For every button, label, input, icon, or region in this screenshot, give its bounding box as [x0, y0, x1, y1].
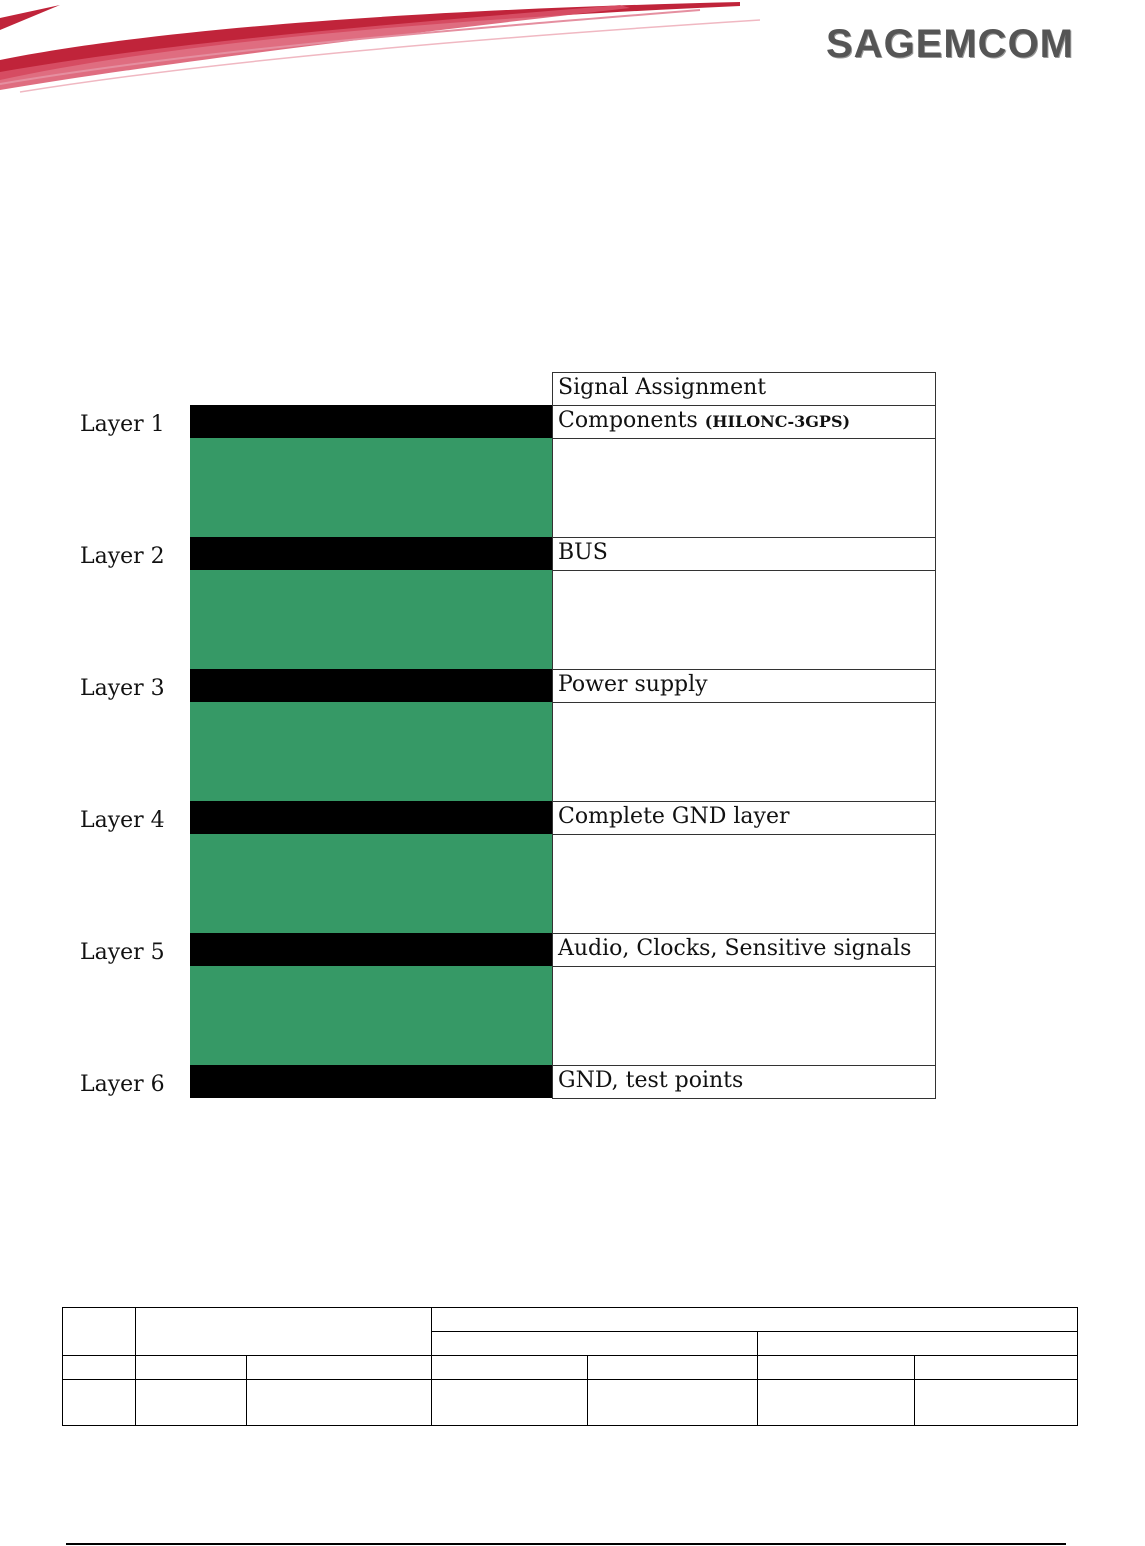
copper-layer	[190, 1065, 552, 1098]
header-swoosh-graphic	[0, 0, 760, 100]
table-cell	[758, 1332, 1078, 1356]
table-cell	[136, 1380, 247, 1426]
signal-cell	[552, 537, 936, 571]
signal-text: BUS	[558, 540, 608, 565]
signal-text: Audio, Clocks, Sensitive signals	[558, 936, 912, 961]
table-cell	[247, 1356, 432, 1380]
dielectric-core	[190, 966, 552, 1065]
table-cell	[247, 1380, 432, 1426]
signal-text: Components	[558, 408, 698, 433]
signal-cell-empty	[552, 702, 936, 802]
dielectric-core	[190, 702, 552, 801]
layer-label: Layer 3	[80, 676, 165, 701]
copper-layer	[190, 801, 552, 834]
layer-label: Layer 2	[80, 544, 165, 569]
signal-cell	[552, 405, 936, 439]
signal-cell	[552, 801, 936, 835]
signal-cell-empty	[552, 438, 936, 538]
signal-note: (HILONC-3GPS)	[704, 412, 851, 431]
table-cell	[432, 1380, 588, 1426]
footer-rule	[66, 1543, 1066, 1545]
table-cell	[915, 1356, 1078, 1380]
table-cell	[63, 1380, 136, 1426]
signal-cell-empty	[552, 834, 936, 934]
dielectric-core	[190, 438, 552, 537]
signal-text: Power supply	[558, 672, 708, 697]
signal-text: Complete GND layer	[558, 804, 790, 829]
copper-layer	[190, 537, 552, 570]
table-cell	[432, 1356, 588, 1380]
layer-label: Layer 5	[80, 940, 165, 965]
table-cell	[915, 1380, 1078, 1426]
signal-cell	[552, 933, 936, 967]
copper-layer	[190, 405, 552, 438]
table-cell	[588, 1380, 758, 1426]
table-cell	[758, 1356, 915, 1380]
table-cell	[758, 1380, 915, 1426]
layer-label: Layer 1	[80, 412, 165, 437]
table-cell	[432, 1308, 1078, 1332]
table-cell	[63, 1356, 136, 1380]
copper-layer	[190, 669, 552, 702]
copper-layer	[190, 933, 552, 966]
layer-label: Layer 6	[80, 1072, 165, 1097]
sagemcom-logo: SAGEMCOM	[826, 22, 1074, 66]
table-cell	[63, 1308, 136, 1356]
signal-text: GND, test points	[558, 1068, 744, 1093]
signal-cell-empty	[552, 966, 936, 1066]
table-cell	[432, 1332, 758, 1356]
table-cell	[588, 1356, 758, 1380]
dielectric-core	[190, 834, 552, 933]
signal-cell	[552, 1065, 936, 1099]
signal-cell	[552, 669, 936, 703]
signal-cell-empty	[552, 570, 936, 670]
signal-assignment-header: Signal Assignment	[552, 372, 936, 406]
dielectric-core	[190, 570, 552, 669]
table-cell	[136, 1356, 247, 1380]
layer-label: Layer 4	[80, 808, 165, 833]
table-cell	[136, 1308, 432, 1356]
document-info-table	[62, 1307, 1078, 1426]
